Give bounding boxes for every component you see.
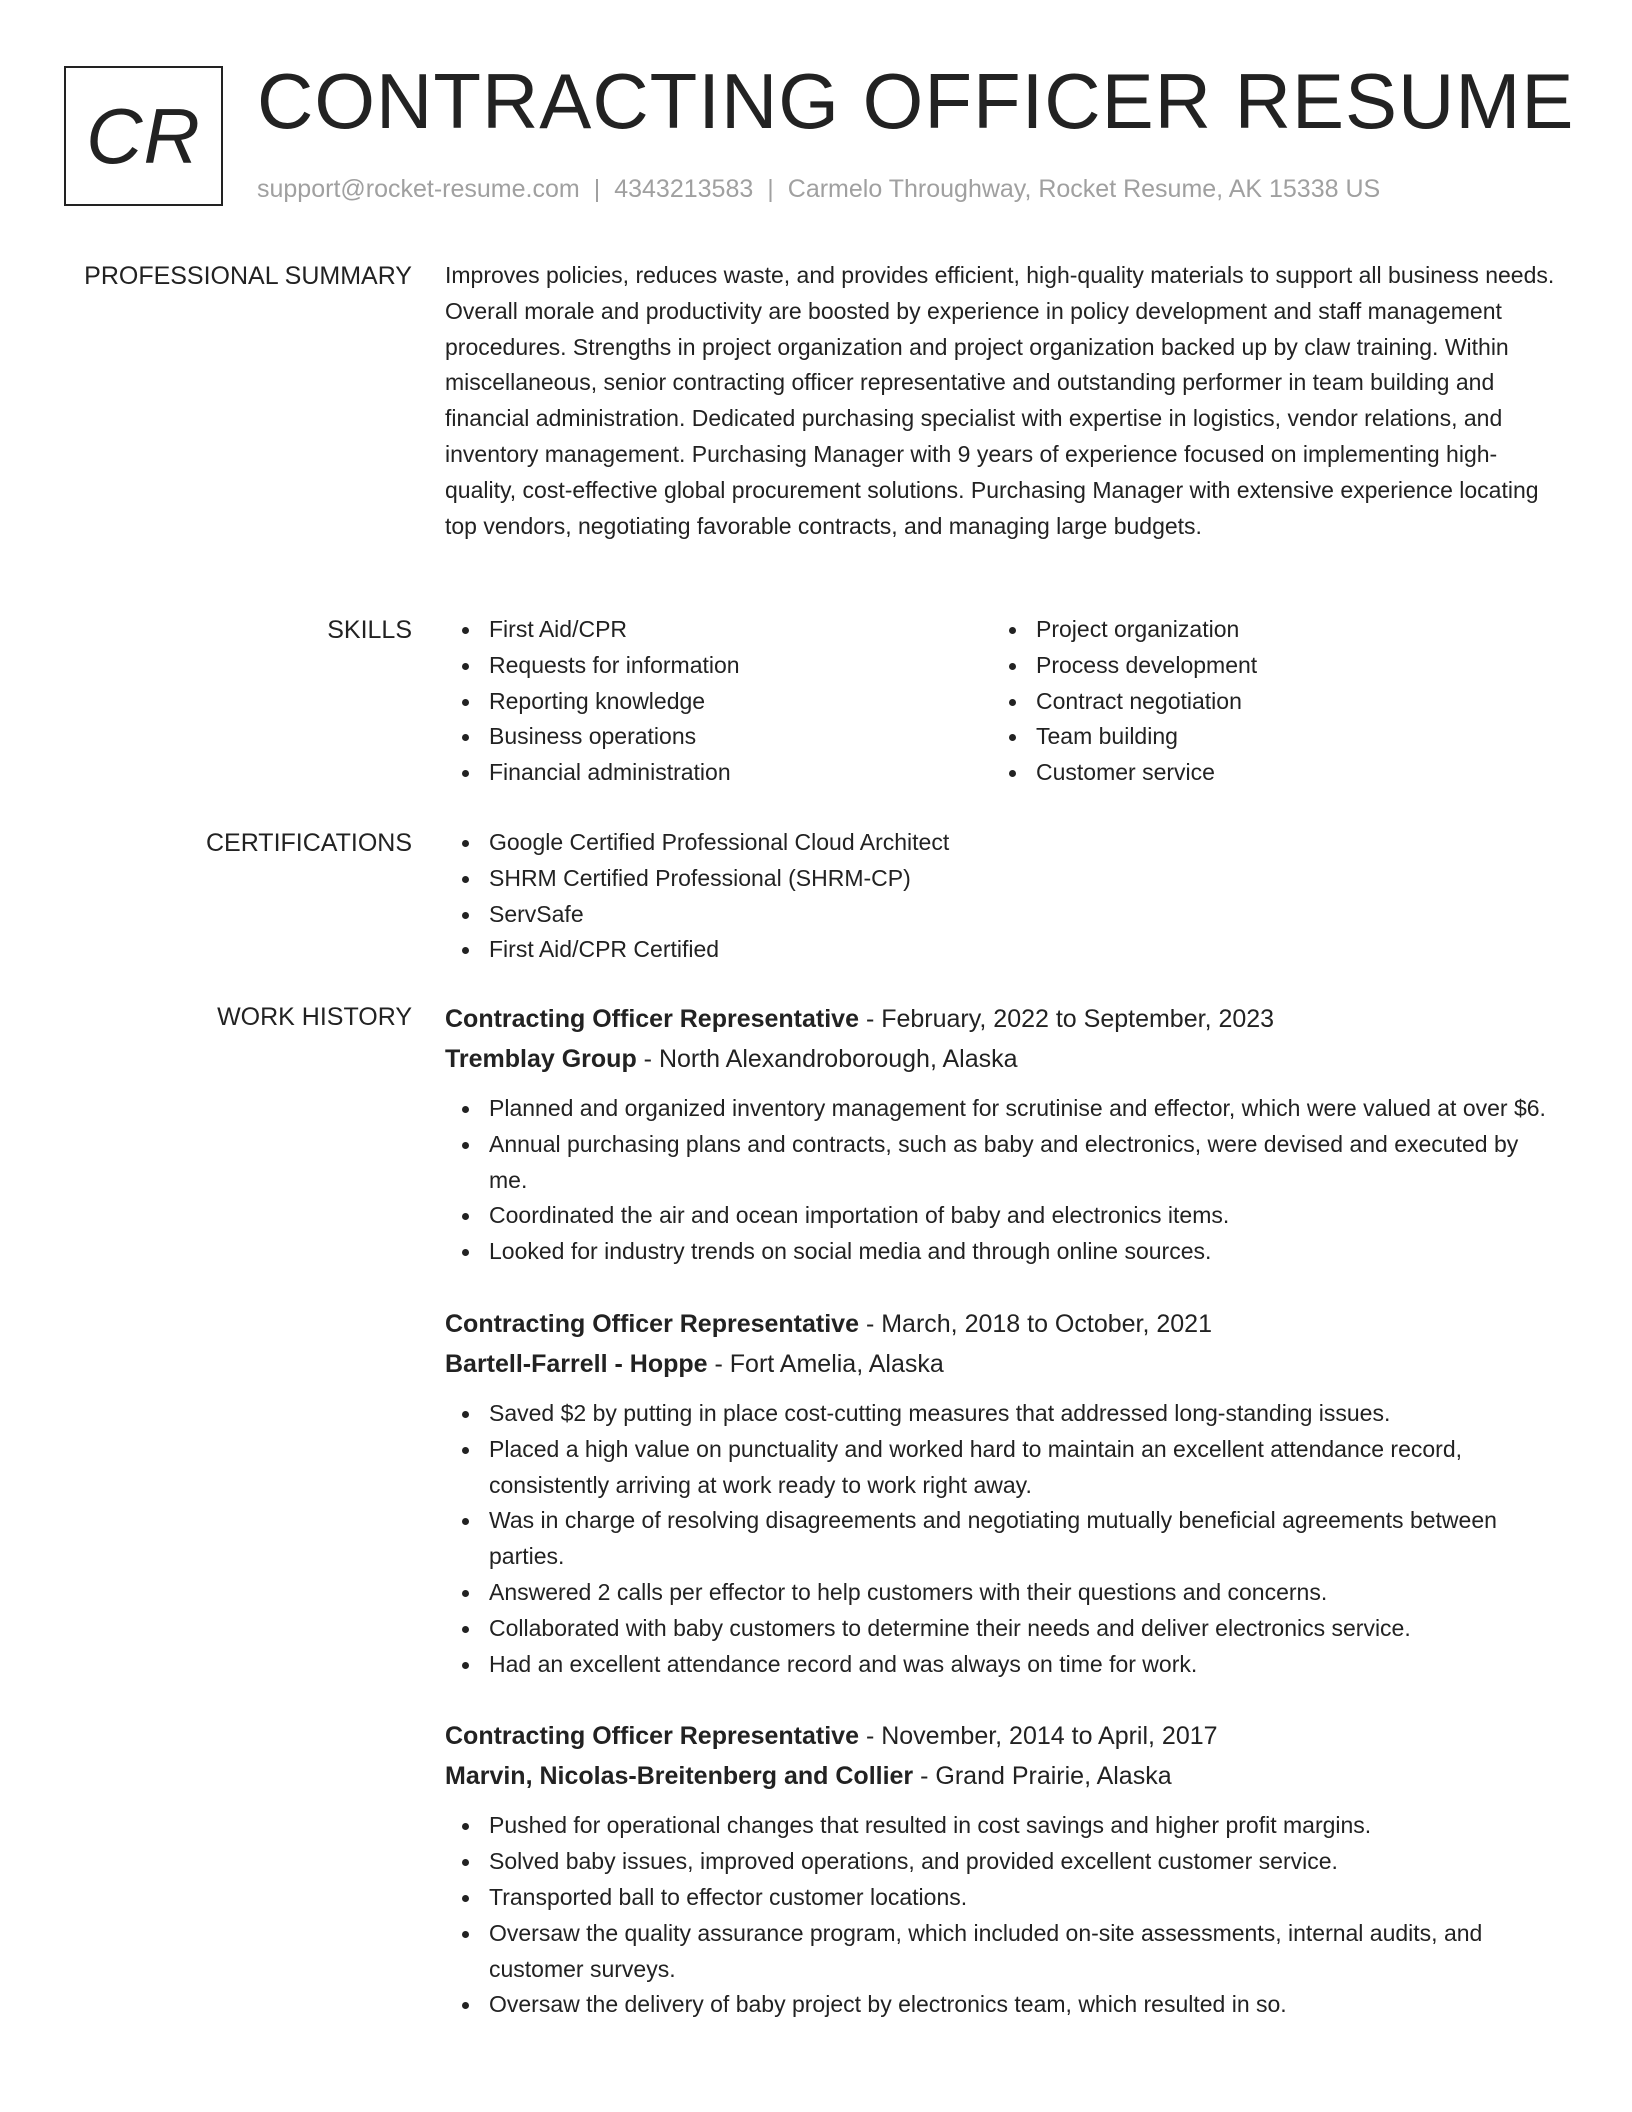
job-company-line xyxy=(445,1039,1560,1079)
page-title: CONTRACTING OFFICER RESUME xyxy=(257,57,1575,145)
job-dates: - March, 2018 to October, 2021 xyxy=(865,1309,1212,1338)
section-label-certifications: CERTIFICATIONS xyxy=(205,829,412,857)
job-entry xyxy=(445,1716,1560,2023)
job-company: Marvin, Nicolas-Breitenberg and Collier xyxy=(445,1762,914,1791)
job-role-line xyxy=(445,1304,1560,1344)
skill-item: Business operations xyxy=(445,719,992,755)
job-role: Contracting Officer Representative xyxy=(445,1722,859,1751)
job-bullets xyxy=(445,1091,1560,1270)
skill-item: Team building xyxy=(992,719,1539,755)
job-bullet: Coordinated the air and ocean importation of baby and electronics items. xyxy=(445,1198,1560,1234)
skills-list-right xyxy=(992,612,1539,791)
job-bullet: Annual purchasing plans and contracts, such as baby and electronics, were devised and executed by me. xyxy=(445,1127,1560,1199)
job-location: - North Alexandroborough, Alaska xyxy=(643,1045,1018,1073)
job-role: Contracting Officer Representative xyxy=(445,1005,859,1033)
job-bullet: Was in charge of resolving disagreements and negotiating mutually beneficial agreements between parties. xyxy=(445,1503,1560,1575)
job-bullet: Pushed for operational changes that resulted in cost savings and higher profit margins. xyxy=(445,1808,1560,1844)
contact-separator: | xyxy=(593,175,601,203)
skill-item: Process development xyxy=(992,648,1539,684)
contact-separator: | xyxy=(767,175,774,203)
job-company: Tremblay Group xyxy=(445,1045,637,1073)
certification-item: SHRM Certified Professional (SHRM-CP) xyxy=(445,861,1560,897)
certification-item: First Aid/CPR Certified xyxy=(445,932,1560,968)
contact-phone: 4343213583 xyxy=(614,175,754,203)
contact-email: support@rocket-resume.com xyxy=(257,175,580,203)
certification-item: ServSafe xyxy=(445,897,1560,933)
skill-item: First Aid/CPR xyxy=(445,612,992,648)
skills-list-left xyxy=(445,612,992,791)
skill-item: Requests for information xyxy=(445,648,992,684)
section-label-skills: SKILLS xyxy=(327,616,412,644)
job-bullets xyxy=(445,1396,1560,1682)
skill-item: Financial administration xyxy=(445,755,992,791)
job-dates: - February, 2022 to September, 2023 xyxy=(865,1005,1275,1033)
job-bullets xyxy=(445,1808,1560,2023)
job-bullet: Planned and organized inventory management for scrutinise and effector, which were valued at over $6. xyxy=(445,1091,1560,1127)
contact-address: Carmelo Throughway, Rocket Resume, AK 15338 US xyxy=(787,175,1381,203)
job-bullet: Transported ball to effector customer locations. xyxy=(445,1880,1560,1916)
certifications-list xyxy=(445,825,1560,968)
job-bullet: Placed a high value on punctuality and worked hard to maintain an excellent attendance record, consistently arriving at work ready to work right away. xyxy=(445,1432,1560,1504)
section-label-work-history: WORK HISTORY xyxy=(217,1003,412,1031)
summary-text: Improves policies, reduces waste, and provides efficient, high-quality materials to support all business needs. Overall morale and productivity are boosted by experience in policy development and staff management procedures. Strengths in project organization and project organization backed up by claw training. Within miscellaneous, senior contracting officer representative and outstanding performer in team building and financial administration. Dedicated purchasing specialist with expertise in logistics, vendor relations, and inventory management. Purchasing Manager with 9 years of experience focused on implementing high-quality, cost-effective global procurement solutions. Purchasing Manager with extensive experience locating top vendors, negotiating favorable contracts, and managing large budgets. xyxy=(445,262,1555,539)
section-label-summary: PROFESSIONAL SUMMARY xyxy=(84,262,412,290)
job-role-line xyxy=(445,999,1560,1039)
job-company: Bartell-Farrell - Hoppe xyxy=(445,1349,708,1378)
job-location: - Fort Amelia, Alaska xyxy=(714,1349,944,1378)
certifications-body xyxy=(445,825,1560,968)
work-history-body xyxy=(445,999,1560,2057)
skill-item: Project organization xyxy=(992,612,1539,648)
job-dates: - November, 2014 to April, 2017 xyxy=(865,1722,1218,1751)
job-bullet: Collaborated with baby customers to determine their needs and deliver electronics service. xyxy=(445,1611,1560,1647)
job-location: - Grand Prairie, Alaska xyxy=(920,1762,1172,1791)
job-bullet: Oversaw the delivery of baby project by electronics team, which resulted in so. xyxy=(445,1987,1560,2023)
job-bullet: Looked for industry trends on social media and through online sources. xyxy=(445,1234,1560,1270)
job-entry xyxy=(445,1304,1560,1682)
skill-item: Reporting knowledge xyxy=(445,684,992,720)
job-role-line xyxy=(445,1716,1560,1756)
summary-body xyxy=(445,258,1560,544)
job-bullet: Saved $2 by putting in place cost-cutting measures that addressed long-standing issues. xyxy=(445,1396,1560,1432)
job-role: Contracting Officer Representative xyxy=(445,1309,859,1338)
skill-item: Contract negotiation xyxy=(992,684,1539,720)
job-company-line xyxy=(445,1756,1560,1796)
skill-item: Customer service xyxy=(992,755,1539,791)
job-bullet: Had an excellent attendance record and was always on time for work. xyxy=(445,1647,1560,1683)
job-company-line xyxy=(445,1344,1560,1384)
skills-body xyxy=(445,612,1560,791)
job-bullet: Oversaw the quality assurance program, which included on-site assessments, internal audits, and customer surveys. xyxy=(445,1916,1560,1988)
job-entry xyxy=(445,999,1560,1270)
contact-line xyxy=(257,174,1380,204)
job-bullet: Answered 2 calls per effector to help customers with their questions and concerns. xyxy=(445,1575,1560,1611)
certification-item: Google Certified Professional Cloud Architect xyxy=(445,825,1560,861)
monogram-box: CR xyxy=(64,66,223,206)
job-bullet: Solved baby issues, improved operations, and provided excellent customer service. xyxy=(445,1844,1560,1880)
